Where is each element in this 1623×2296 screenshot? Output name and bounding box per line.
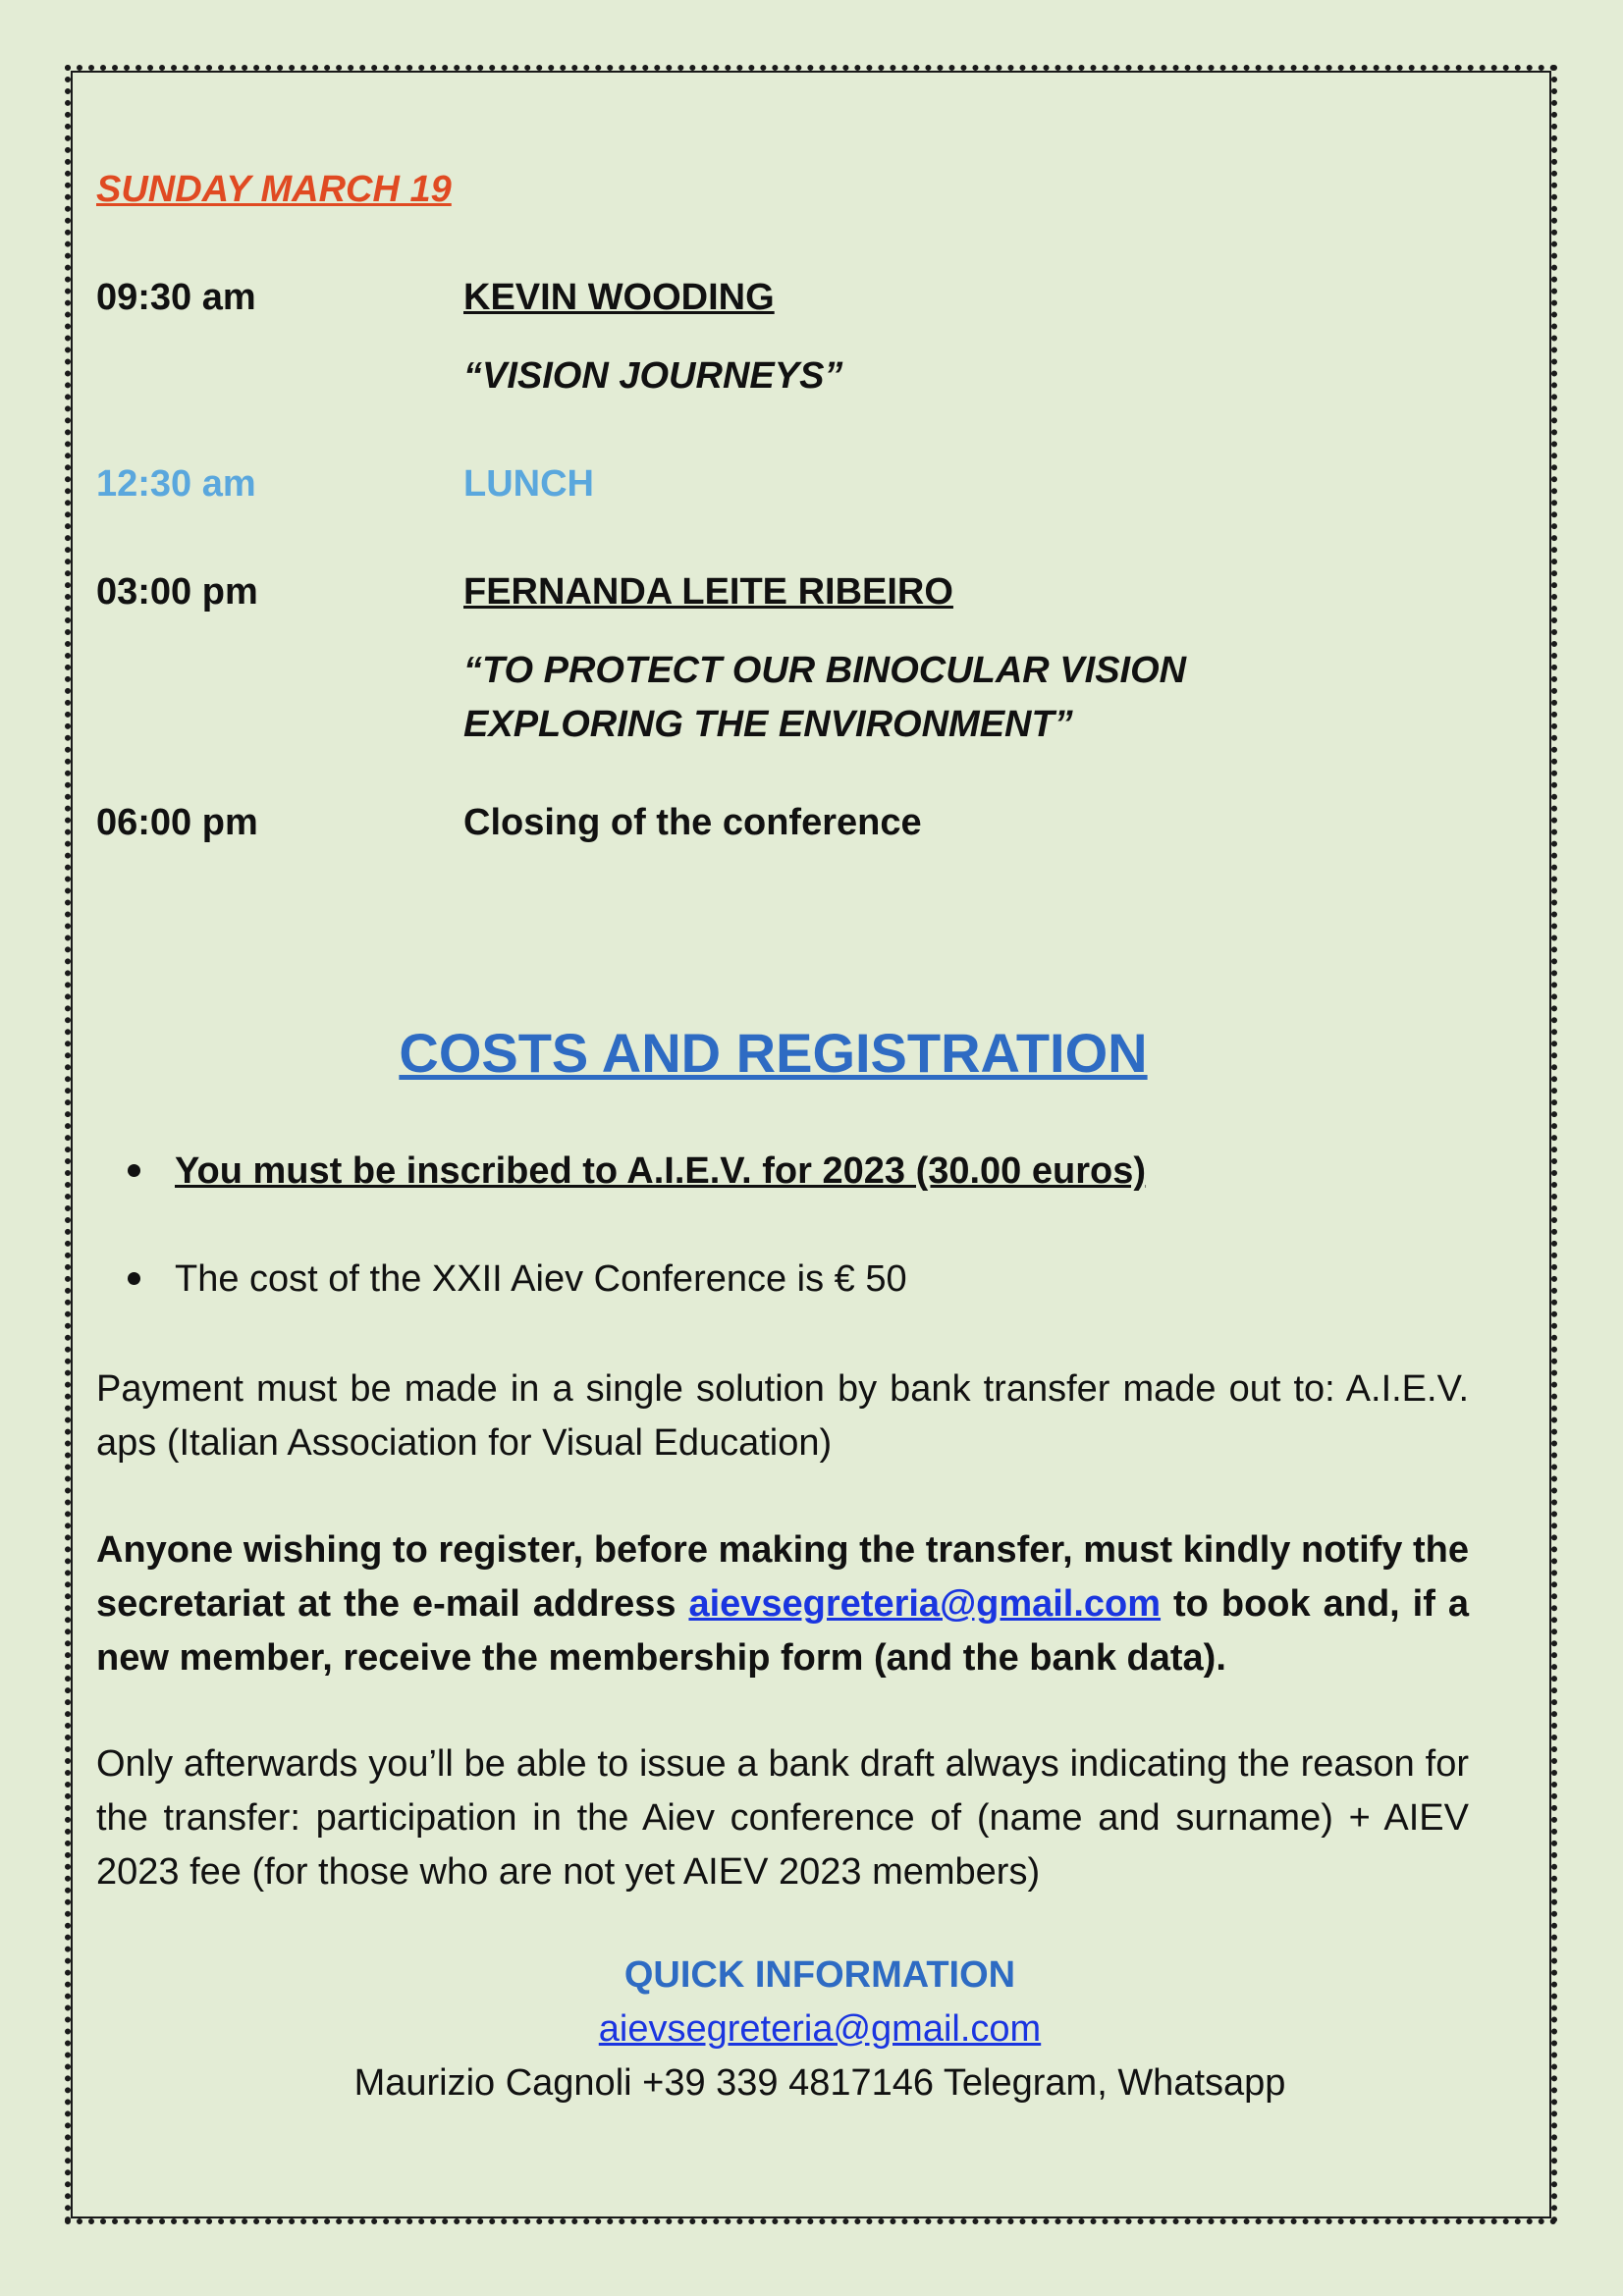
lunch-label: LUNCH	[463, 463, 594, 505]
bullet-icon	[128, 1272, 140, 1285]
quick-info-contact: Maurizio Cagnoli +39 339 4817146 Telegram, Whatsapp	[353, 2062, 1286, 2104]
afterwards-paragraph: Only afterwards you’ll be able to issue a bank draft always indicating the reason for the transfer: participation in the Aiev conference of (name and surname) + AIEV 2023 fee (for those who are not yet AIEV 2023 members)	[96, 1743, 1469, 1893]
schedule-time-2: 12:30 am	[96, 463, 256, 505]
speaker-name-3: FERNANDA LEITE RIBEIRO	[463, 571, 953, 613]
quick-info-title: QUICK INFORMATION	[623, 1954, 1016, 1996]
speaker-name-1: KEVIN WOODING	[463, 277, 775, 318]
day-title: SUNDAY MARCH 19	[96, 169, 452, 210]
quick-info-email-link[interactable]: aievsegreteria@gmail.com	[598, 2008, 1042, 2050]
talk-title-3-line-2: EXPLORING THE ENVIRONMENT”	[463, 704, 1073, 745]
registration-paragraph	[96, 1523, 1469, 1685]
schedule-time-1: 09:30 am	[96, 277, 256, 318]
quick-info-block	[96, 1949, 1543, 2110]
talk-title-3-line-1: “TO PROTECT OUR BINOCULAR VISION	[463, 650, 1187, 691]
schedule-time-3: 03:00 pm	[96, 571, 258, 613]
quick-info-email-row	[96, 2002, 1543, 2056]
closing-label: Closing of the conference	[463, 802, 922, 843]
costs-heading: COSTS AND REGISTRATION	[399, 1022, 1148, 1084]
payment-paragraph: Payment must be made in a single solution by bank transfer made out to: A.I.E.V. aps (Italian Association for Visual Education)	[96, 1368, 1469, 1464]
talk-title-1: “VISION JOURNEYS”	[463, 355, 843, 397]
registration-text-end: to book and, if a new member, receive the membership form (and the bank data).	[96, 1583, 1469, 1679]
bullet-text-1: You must be inscribed to A.I.E.V. for 2023 (30.00 euros)	[175, 1150, 1147, 1192]
bullet-icon	[128, 1164, 140, 1177]
registration-text-start: Anyone wishing to register, before making the transfer, must kindly notify the secretariat at the e-mail address	[96, 1529, 1469, 1625]
schedule-time-4: 06:00 pm	[96, 802, 258, 843]
secretariat-email-link[interactable]: aievsegreteria@gmail.com	[688, 1583, 1162, 1625]
bullet-text-2: The cost of the XXII Aiev Conference is € 50	[175, 1258, 907, 1300]
